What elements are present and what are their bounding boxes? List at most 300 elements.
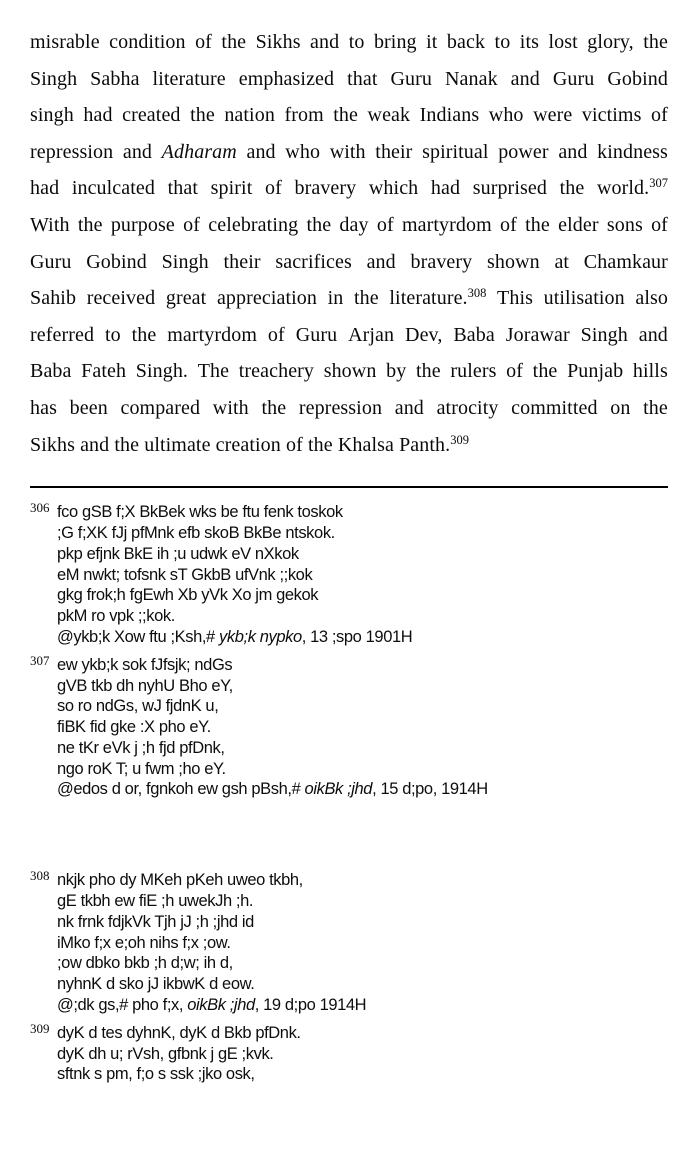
word — [567, 353, 623, 390]
text-run: created — [122, 104, 181, 127]
footnote-line — [57, 953, 668, 974]
word — [306, 207, 331, 244]
text-run: sons — [606, 213, 643, 236]
text-line — [30, 427, 668, 464]
text-run: world. — [596, 177, 650, 200]
text-run: Sahib — [30, 287, 77, 310]
word — [607, 61, 668, 98]
text-run: Singh. — [135, 360, 189, 383]
text-line — [30, 353, 668, 390]
word — [506, 317, 570, 354]
word — [437, 390, 499, 427]
word — [399, 434, 469, 456]
text-run: Guru — [30, 250, 72, 273]
text-run: with — [329, 140, 366, 163]
text-run: the — [307, 433, 333, 456]
text-run: Sikhs — [255, 31, 301, 53]
text-run: back — [446, 31, 486, 53]
word — [123, 134, 152, 171]
text-run: iMko f;x e;oh nihs f;x ;ow. — [57, 933, 231, 952]
text-run: literature — [152, 67, 226, 90]
text-run: and — [246, 140, 276, 163]
text-run: of — [506, 360, 524, 383]
word — [533, 97, 572, 134]
text-run: committed — [511, 396, 598, 419]
word — [216, 434, 281, 456]
word — [369, 170, 418, 207]
text-run: the — [221, 31, 247, 53]
text-run: the — [114, 433, 140, 456]
text-run: lost — [548, 31, 578, 53]
text-line — [30, 61, 668, 98]
word — [166, 280, 206, 317]
word — [431, 170, 460, 207]
footnote-number: 308 — [30, 868, 50, 884]
text-line — [30, 244, 668, 281]
word — [167, 317, 257, 354]
text-run: their — [375, 140, 413, 163]
word — [390, 61, 432, 98]
text-run: inculcated — [71, 177, 155, 200]
word — [223, 244, 260, 281]
text-run: to — [348, 31, 365, 53]
word — [136, 353, 188, 390]
text-run: their — [223, 250, 261, 273]
word — [558, 207, 598, 244]
word — [410, 244, 472, 281]
text-run: With — [30, 213, 70, 236]
text-run: Sikhs — [30, 433, 75, 456]
word — [354, 280, 379, 317]
text-run: received — [86, 287, 156, 310]
text-run: Adharam — [161, 140, 237, 163]
footnote-line — [57, 544, 668, 565]
text-run: sftnk s pm, f;o s ssk ;jko osk, — [57, 1065, 255, 1084]
word — [286, 434, 303, 456]
text-run: Chamkaur — [583, 250, 668, 273]
text-run: ew ykb;k sok fJfsjk; ndGs — [57, 655, 233, 674]
word — [268, 317, 285, 354]
text-run: victims — [581, 104, 642, 127]
text-run: so ro ndGs, wJ fjdnK u, — [57, 697, 219, 716]
word — [597, 170, 668, 207]
text-run: martyrdom — [167, 323, 258, 346]
text-run: singh — [30, 104, 74, 127]
word — [72, 170, 155, 207]
word — [635, 280, 668, 317]
word — [30, 170, 59, 207]
word — [525, 207, 550, 244]
text-line — [30, 390, 668, 427]
word — [153, 61, 226, 98]
text-run: which — [368, 177, 419, 200]
text-run: @edos d or, fgnkoh ew gsh pBsh,# — [57, 780, 305, 799]
word — [643, 390, 668, 427]
text-run: Jorawar — [505, 323, 570, 346]
text-run: nyhnK d sko jJ ikbwK d eow. — [57, 975, 255, 994]
text-run: at — [554, 250, 570, 273]
word — [500, 207, 517, 244]
word — [339, 207, 368, 244]
text-run: the — [354, 287, 379, 310]
text-run: on — [610, 396, 631, 419]
text-run: of — [264, 177, 282, 200]
footnote-number: 307 — [30, 652, 50, 668]
text-run: Khalsa — [337, 433, 394, 456]
text-run: atrocity — [436, 396, 499, 419]
text-run: Gobind — [607, 67, 668, 90]
text-run: appreciation — [216, 287, 317, 310]
text-run: the — [525, 213, 550, 236]
footnote-line — [57, 759, 668, 780]
word — [582, 97, 642, 134]
word — [639, 317, 668, 354]
text-line — [30, 134, 668, 171]
word — [168, 170, 198, 207]
word — [90, 61, 139, 98]
text-run: that — [347, 67, 378, 90]
text-run: of — [500, 213, 517, 236]
word — [296, 317, 338, 354]
word — [208, 207, 298, 244]
word — [70, 390, 108, 427]
word — [560, 170, 585, 207]
word — [447, 24, 485, 61]
word — [633, 353, 668, 390]
text-run: the — [532, 360, 558, 383]
word — [511, 61, 540, 98]
word — [213, 390, 249, 427]
word — [310, 24, 339, 61]
word — [256, 24, 301, 61]
text-run: who — [285, 140, 321, 163]
word — [30, 24, 100, 61]
footnote-line — [57, 565, 668, 586]
text-run: literature. — [389, 287, 468, 310]
word — [285, 134, 320, 171]
text-run: and — [366, 250, 396, 273]
word — [195, 24, 212, 61]
text-run: has — [30, 396, 57, 419]
text-run: repression — [298, 396, 383, 419]
text-run: sacrifices — [275, 250, 352, 273]
text-run: rulers — [450, 360, 497, 383]
text-run: had — [83, 104, 113, 127]
word — [422, 134, 488, 171]
text-run: referred — [30, 323, 95, 346]
word — [83, 97, 112, 134]
word — [86, 244, 147, 281]
word — [386, 353, 406, 390]
word — [114, 434, 139, 456]
footnote — [30, 870, 668, 1016]
text-run: ykb;k nypko — [219, 627, 302, 646]
text-run: gE tkbh ew fiE ;h uwekJh ;h. — [57, 892, 254, 911]
word — [111, 207, 175, 244]
text-run: its — [519, 31, 539, 53]
text-run: nk frnk fdjkVk Tjh jJ ;h ;jhd id — [57, 912, 254, 931]
text-run: fiBK fid gke :X pho eY. — [57, 718, 211, 737]
text-run: bravery — [294, 177, 357, 200]
text-run: Baba — [453, 323, 495, 346]
word — [328, 280, 344, 317]
text-run: gVB tkb dh nyhU Bho eY, — [57, 676, 233, 695]
word — [81, 353, 126, 390]
text-run: ngo roK T; u fwm ;ho eY. — [57, 759, 226, 778]
word — [520, 24, 539, 61]
text-run: fco gSB f;X BkBek wks be ftu fenk toskok — [57, 503, 343, 522]
word — [498, 134, 548, 171]
text-line — [30, 170, 668, 207]
footnote-line — [57, 933, 668, 954]
text-run: oikBk ;jhd — [187, 996, 255, 1015]
word — [367, 244, 396, 281]
word — [144, 434, 210, 456]
word — [239, 61, 334, 98]
text-run: The — [197, 360, 230, 383]
word — [554, 244, 569, 281]
word — [453, 317, 495, 354]
text-run: Arjan — [348, 323, 395, 346]
text-run: , 13 ;spo 1901H — [301, 627, 413, 646]
text-run: surprised — [472, 177, 547, 200]
word — [109, 24, 185, 61]
footnote-separator — [30, 486, 668, 488]
footnote-line — [57, 606, 668, 627]
text-run: and — [394, 396, 424, 419]
footnote — [30, 1020, 668, 1085]
word — [445, 61, 498, 98]
text-run: of — [267, 323, 285, 346]
text-run: that — [167, 177, 199, 200]
text-run: kindness — [597, 140, 668, 163]
word — [368, 97, 411, 134]
text-run: eM nwkt; tofsnk sT GkbB ufVnk ;;kok — [57, 565, 313, 584]
text-run: nation — [224, 104, 275, 127]
word — [581, 317, 628, 354]
text-run: Guru — [295, 323, 338, 346]
text-run: Baba — [30, 360, 72, 383]
word — [533, 353, 558, 390]
footnote-line — [57, 1023, 668, 1044]
text-run: weak — [367, 104, 411, 127]
text-run: martyrdom — [401, 213, 492, 236]
text-line — [30, 280, 668, 317]
text-run: had — [30, 177, 60, 200]
body-paragraph — [30, 24, 668, 463]
text-run: creation — [215, 433, 281, 456]
footnote-line — [57, 891, 668, 912]
word — [162, 244, 209, 281]
text-run: the — [77, 213, 103, 236]
text-run: oikBk ;jhd — [304, 780, 373, 799]
text-run: the — [131, 323, 157, 346]
text-run: and — [80, 433, 110, 456]
word — [261, 390, 286, 427]
word — [405, 317, 442, 354]
word — [511, 390, 597, 427]
word — [495, 24, 511, 61]
text-run: with — [212, 396, 249, 419]
text-run: condition — [109, 31, 186, 53]
word — [450, 353, 496, 390]
text-run: and — [558, 140, 588, 163]
text-run: bravery — [410, 250, 473, 273]
footnote-line — [57, 655, 668, 676]
word — [338, 434, 394, 456]
footnote-line — [57, 696, 668, 717]
word — [487, 244, 540, 281]
text-run: Guru — [390, 67, 432, 90]
footnote-line — [57, 627, 668, 648]
footnote-ref: 307 — [649, 176, 668, 191]
text-run: and — [310, 31, 340, 53]
text-run: had — [430, 177, 461, 200]
text-run: This — [497, 287, 533, 310]
text-line — [30, 207, 668, 244]
text-run: the — [559, 177, 585, 200]
text-line — [30, 24, 668, 61]
word — [426, 24, 437, 61]
text-run: Nanak — [444, 67, 498, 90]
word — [348, 317, 394, 354]
text-run: day — [339, 213, 369, 236]
text-run: great — [165, 287, 207, 310]
text-run: spiritual — [422, 140, 489, 163]
word — [294, 170, 356, 207]
footnote-ref: 308 — [467, 286, 487, 301]
text-run: glory, — [587, 31, 634, 53]
footnote-line — [57, 717, 668, 738]
word — [558, 134, 587, 171]
text-run: pkM ro vpk ;;kok. — [57, 607, 175, 626]
text-run: purpose — [110, 213, 175, 236]
text-run: utilisation — [543, 287, 625, 310]
word — [651, 207, 668, 244]
word — [607, 207, 643, 244]
word — [183, 207, 200, 244]
text-run: Sabha — [90, 67, 140, 90]
text-run: dyK d tes dyhnK, dyK d Bkb pfDnk. — [57, 1023, 301, 1042]
word — [416, 353, 441, 390]
footnote-line — [57, 738, 668, 759]
footnote — [30, 652, 668, 801]
text-line — [30, 317, 668, 354]
text-run: Singh — [30, 67, 78, 90]
footnote-line — [57, 995, 668, 1016]
word — [402, 207, 492, 244]
word — [553, 61, 595, 98]
text-run: Panth. — [399, 433, 451, 456]
text-run: Singh — [161, 250, 209, 273]
text-run: pkp efjnk BkE ih ;u udwk eV nXkok — [57, 544, 299, 563]
word — [78, 207, 103, 244]
text-run: been — [69, 396, 108, 419]
text-run: and — [122, 140, 153, 163]
word — [190, 97, 215, 134]
footnote — [30, 502, 668, 648]
word — [246, 134, 275, 171]
word — [30, 317, 94, 354]
word — [87, 280, 156, 317]
word — [198, 353, 229, 390]
text-run: the — [643, 396, 668, 419]
text-run: Fateh — [81, 360, 127, 383]
text-run: to — [104, 323, 121, 346]
text-run: nkjk pho dy MKeh pKeh uweo tkbh, — [57, 871, 303, 890]
word — [395, 390, 424, 427]
text-run: repression — [30, 140, 114, 163]
text-run: , 19 d;po 1914H — [254, 996, 367, 1015]
text-run: and — [638, 323, 668, 346]
footnote-line — [57, 912, 668, 933]
footnote-line — [57, 676, 668, 697]
word — [30, 434, 75, 456]
text-run: the — [190, 104, 215, 127]
text-run: Guru — [552, 67, 595, 90]
text-run: of — [650, 104, 668, 127]
word — [377, 207, 394, 244]
text-run: emphasized — [238, 67, 335, 90]
word — [30, 61, 77, 98]
word — [211, 170, 253, 207]
text-run: of — [195, 31, 212, 53]
word — [506, 353, 523, 390]
text-run: also — [635, 287, 668, 310]
word — [347, 61, 377, 98]
text-run: and — [510, 67, 540, 90]
word — [120, 390, 200, 427]
text-run: by — [386, 360, 407, 383]
text-run: gkg frok;h fgEwh Xb yVk Xo jm gekok — [57, 586, 319, 605]
text-run: Dev, — [405, 323, 443, 346]
word — [30, 353, 72, 390]
word — [597, 134, 668, 171]
text-run: spirit — [210, 177, 253, 200]
word — [299, 390, 382, 427]
word — [489, 97, 524, 134]
word — [284, 97, 323, 134]
word — [349, 24, 365, 61]
footnote-number: 309 — [30, 1020, 50, 1036]
word — [420, 97, 480, 134]
text-run: @ykb;k Xow ftu ;Ksh,# — [57, 627, 220, 646]
text-run: ;G f;XK fJj pfMnk efb skoB BkBe ntskok. — [57, 523, 335, 542]
word — [324, 353, 377, 390]
footnote-line — [57, 502, 668, 523]
word — [497, 280, 533, 317]
text-run: compared — [120, 396, 201, 419]
text-run: ultimate — [144, 433, 211, 456]
text-run: , 15 d;po, 1914H — [372, 780, 488, 799]
text-run: who — [488, 104, 524, 127]
word — [122, 97, 180, 134]
word — [162, 134, 237, 171]
text-run: ne tKr eVk j ;h fjd pfDnk, — [57, 738, 225, 757]
text-run: hills — [632, 360, 668, 383]
text-run: @;dk gs,# pho f;x, — [57, 996, 188, 1015]
text-run: the — [261, 396, 287, 419]
word — [548, 24, 577, 61]
footnote-line — [57, 974, 668, 995]
text-run: were — [533, 104, 573, 127]
word — [544, 280, 625, 317]
word — [30, 280, 76, 317]
text-run: the — [643, 31, 668, 53]
text-run: to — [494, 31, 511, 53]
word — [308, 434, 333, 456]
text-run: of — [183, 213, 200, 236]
